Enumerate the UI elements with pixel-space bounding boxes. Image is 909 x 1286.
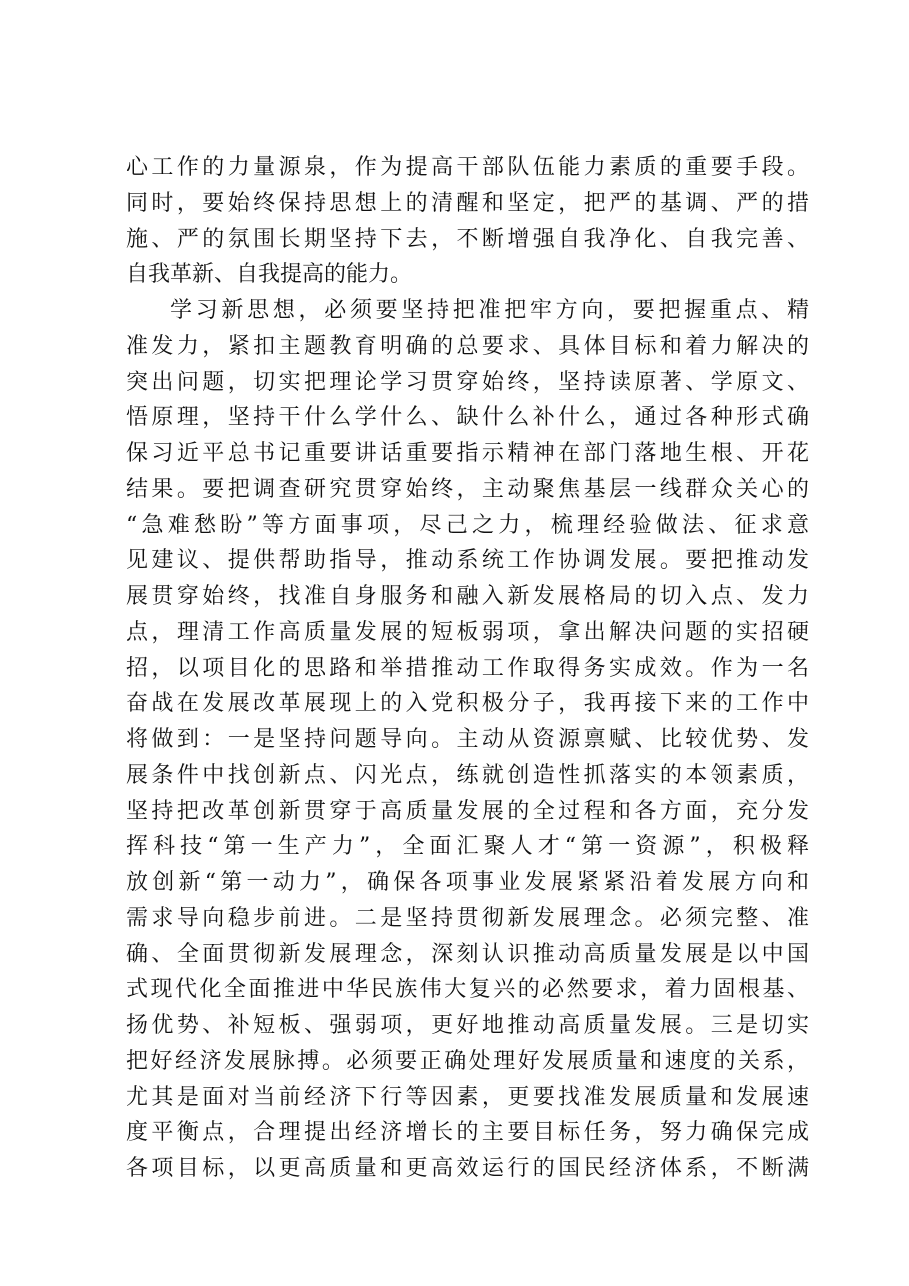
text-line: 放创新“第一动力”，确保各项事业发展紧紧沿着发展方向和 (126, 870, 809, 895)
text-line: 展条件中找创新点、闪光点，练就创造性抓落实的本领素质， (126, 762, 809, 788)
text-line: 心工作的力量源泉，作为提高干部队伍能力素质的重要手段。 (126, 155, 809, 180)
text-line: 度平衡点，合理提出经济增长的主要目标任务，努力确保完成 (126, 1120, 809, 1146)
text-line: 把好经济发展脉搏。必须要正确处理好发展质量和速度的关系， (126, 1048, 809, 1074)
text-line: 坚持把改革创新贯穿于高质量发展的全过程和各方面，充分发 (126, 798, 809, 824)
text-line: 自我革新、自我提高的能力。 (126, 262, 413, 288)
text-line: 扬优势、补短板、强弱项，更好地推动高质量发展。三是切实 (126, 1013, 809, 1038)
text-line: 突出问题，切实把理论学习贯穿始终，坚持读原著、学原文、 (126, 369, 809, 395)
text-line: 见建议、提供帮助指导，推动系统工作协调发展。要把推动发 (126, 548, 809, 574)
text-line: 式现代化全面推进中华民族伟大复兴的必然要求，着力固根基、 (126, 977, 809, 1003)
text-line: 确、全面贯彻新发展理念，深刻认识推动高质量发展是以中国 (126, 941, 809, 967)
text-line: 同时，要始终保持思想上的清醒和坚定，把严的基调、严的措 (126, 190, 809, 216)
text-line: 挥科技“第一生产力”，全面汇聚人才“第一资源”，积极释 (126, 834, 809, 860)
text-line: 保习近平总书记重要讲话重要指示精神在部门落地生根、开花 (126, 441, 809, 466)
document-body (126, 150, 809, 1187)
text-line: 尤其是面对当前经济下行等因素，更要找准发展质量和发展速 (126, 1084, 809, 1110)
text-line: 学习新思想，必须要坚持把准把牢方向，要把握重点、精 (170, 298, 809, 323)
paragraph-1 (126, 150, 809, 293)
text-line: 奋战在发展改革展现上的入党积极分子，我再接下来的工作中 (126, 691, 809, 717)
text-line: 悟原理，坚持干什么学什么、缺什么补什么，通过各种形式确 (126, 405, 809, 431)
text-line: 施、严的氛围长期坚持下去，不断增强自我净化、自我完善、 (126, 226, 809, 252)
text-line: 招，以项目化的思路和举措推动工作取得务实成效。作为一名 (126, 655, 809, 681)
text-line: 结果。要把调查研究贯穿始终，主动聚焦基层一线群众关心的 (126, 476, 809, 502)
text-line: 准发力，紧扣主题教育明确的总要求、具体目标和着力解决的 (126, 333, 809, 359)
text-line: 需求导向稳步前进。二是坚持贯彻新发展理念。必须完整、准 (126, 905, 809, 931)
text-line: 点，理清工作高质量发展的短板弱项，拿出解决问题的实招硬 (126, 619, 809, 645)
text-line: 展贯穿始终，找准自身服务和融入新发展格局的切入点、发力 (126, 584, 809, 609)
text-line: “急难愁盼”等方面事项，尽己之力，梳理经验做法、征求意 (126, 512, 809, 538)
text-line: 各项目标，以更高质量和更高效运行的国民经济体系，不断满 (126, 1156, 809, 1181)
paragraph-2 (126, 293, 809, 1187)
text-line: 将做到：一是坚持问题导向。主动从资源禀赋、比较优势、发 (126, 727, 809, 752)
